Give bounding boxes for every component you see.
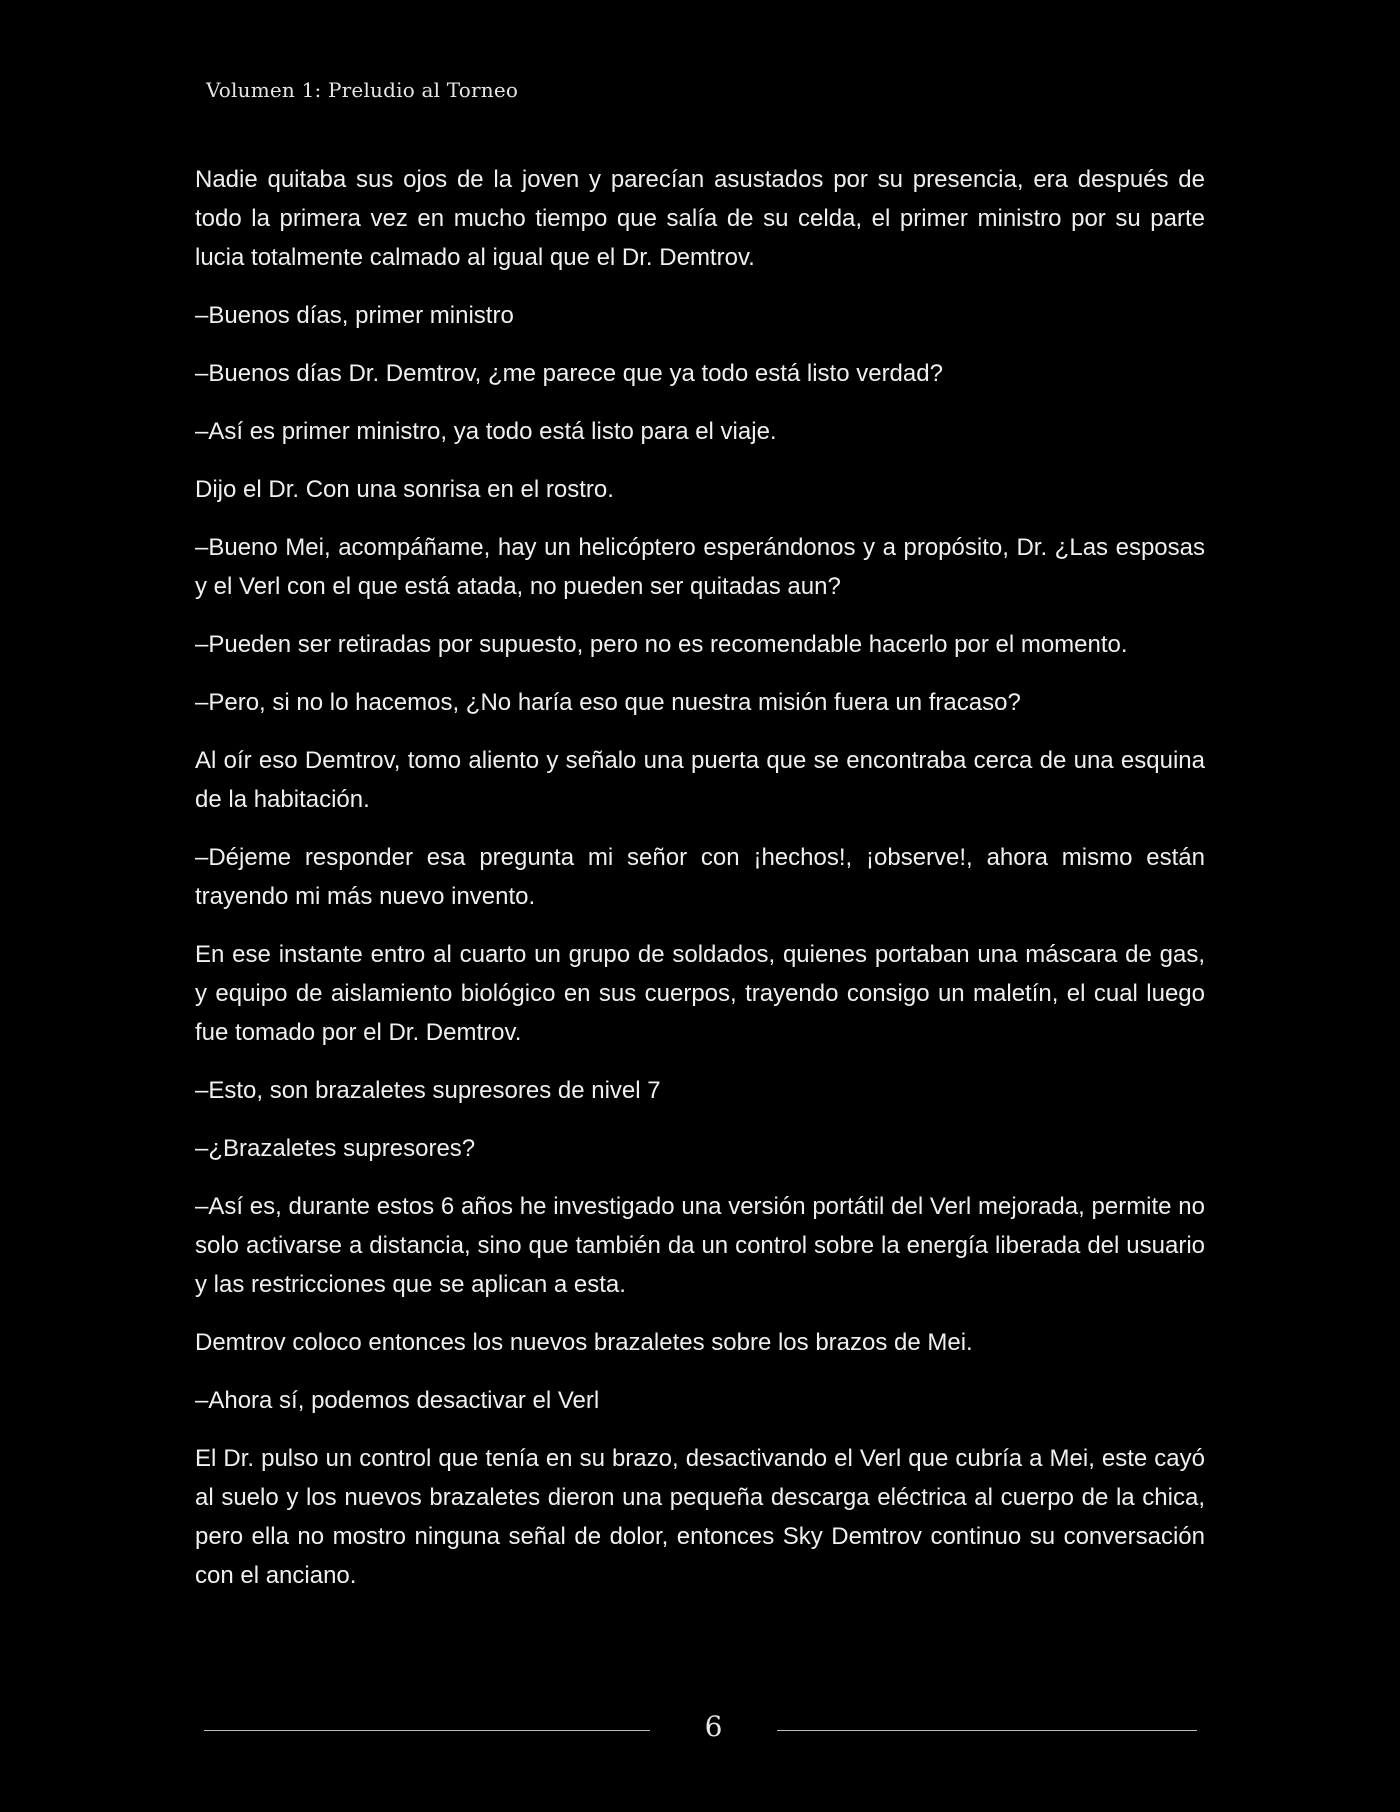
paragraph: –Bueno Mei, acompáñame, hay un helicóptero esperándonos y a propósito, Dr. ¿Las esposas y el Verl con el que está atada, no pueden ser quitadas aun? xyxy=(195,534,1205,600)
footer-rule-right xyxy=(777,1730,1197,1731)
paragraph: –Buenos días Dr. Demtrov, ¿me parece que ya todo está listo verdad? xyxy=(195,360,943,387)
paragraph: –Pero, si no lo hacemos, ¿No haría eso que nuestra misión fuera un fracaso? xyxy=(195,689,1021,716)
paragraph: –Así es primer ministro, ya todo está listo para el viaje. xyxy=(195,418,777,445)
running-header: Volumen 1: Preludio al Torneo xyxy=(206,78,519,102)
paragraph: Nadie quitaba sus ojos de la joven y parecían asustados por su presencia, era después de todo la primera vez en mucho tiempo que salía de su celda, el primer ministro por su parte lucia totalmente calmado al igual que el Dr. Demtrov. xyxy=(195,166,1205,271)
paragraph: –Ahora sí, podemos desactivar el Verl xyxy=(195,1387,600,1414)
paragraph: –Buenos días, primer ministro xyxy=(195,302,514,329)
paragraph: Demtrov coloco entonces los nuevos brazaletes sobre los brazos de Mei. xyxy=(195,1329,973,1356)
paragraph: –Déjeme responder esa pregunta mi señor con ¡hechos!, ¡observe!, ahora mismo están trayendo mi más nuevo invento. xyxy=(195,844,1205,910)
paragraph: Dijo el Dr. Con una sonrisa en el rostro. xyxy=(195,476,614,503)
paragraph: El Dr. pulso un control que tenía en su brazo, desactivando el Verl que cubría a Mei, este cayó al suelo y los nuevos brazaletes dieron una pequeña descarga eléctrica al cuerpo de la chica, pero ella no mostro ninguna señal de dolor, entonces Sky Demtrov continuo su conversación con el anciano. xyxy=(195,1445,1205,1589)
footer-rule-left xyxy=(204,1730,650,1731)
page-number: 6 xyxy=(704,1710,723,1743)
paragraph: En ese instante entro al cuarto un grupo de soldados, quienes portaban una máscara de gas, y equipo de aislamiento biológico en sus cuerpos, trayendo consigo un maletín, el cual luego fue tomado por el Dr. Demtrov. xyxy=(195,941,1205,1046)
paragraph: –Pueden ser retiradas por supuesto, pero no es recomendable hacerlo por el momento. xyxy=(195,631,1128,658)
body-text xyxy=(195,160,1205,1614)
paragraph: –Así es, durante estos 6 años he investigado una versión portátil del Verl mejorada, permite no solo activarse a distancia, sino que también da un control sobre la energía liberada del usuario y las restricciones que se aplican a esta. xyxy=(195,1193,1205,1298)
paragraph: Al oír eso Demtrov, tomo aliento y señalo una puerta que se encontraba cerca de una esquina de la habitación. xyxy=(195,747,1205,813)
paragraph: –Esto, son brazaletes supresores de nivel 7 xyxy=(195,1077,661,1104)
paragraph: –¿Brazaletes supresores? xyxy=(195,1135,476,1162)
